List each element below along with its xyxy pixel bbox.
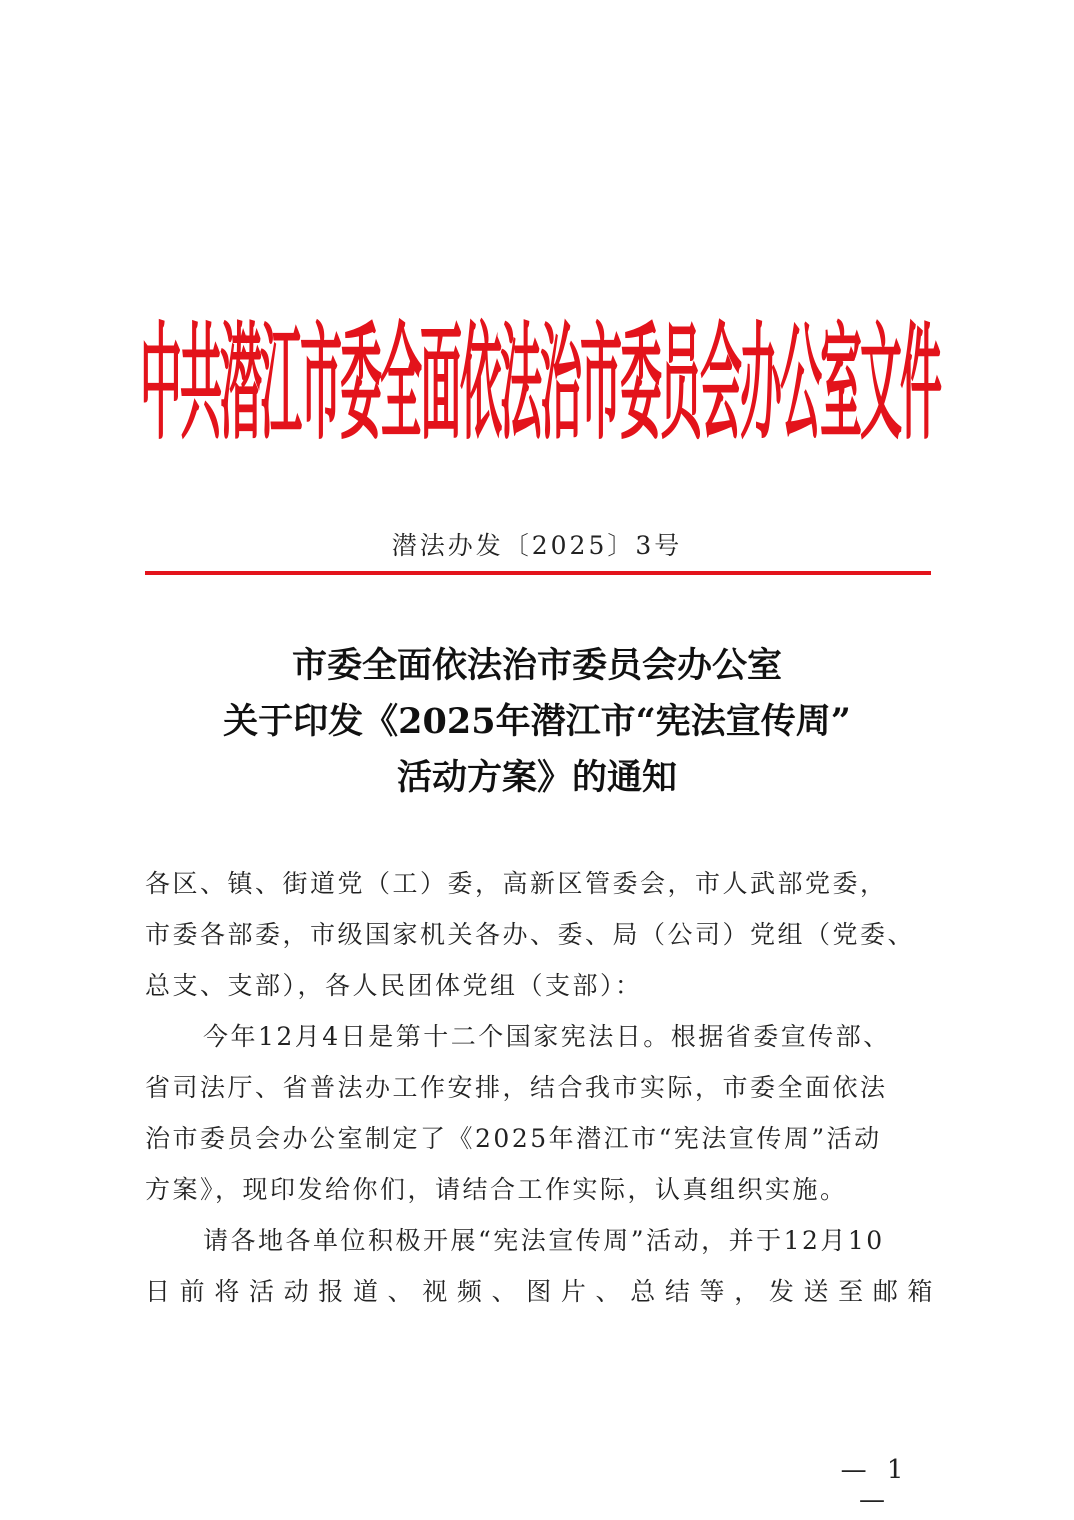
paragraph-2-line-1: 请各地各单位积极开展“宪法宣传周”活动，并于12月10 bbox=[203, 1226, 885, 1255]
paragraph-1-line-2: 省司法厅、省普法办工作安排，结合我市实际，市委全面依法 bbox=[145, 1073, 888, 1102]
notice-title bbox=[120, 638, 954, 806]
notice-title-line-3: 活动方案》的通知 bbox=[396, 757, 677, 798]
recipients-line-2: 市委各部委，市级国家机关各办、委、局（公司）党组（党委、 bbox=[145, 920, 916, 949]
document-header-title: 中共潜江市委全面依法治市委员会办公室文件 bbox=[140, 310, 941, 457]
header-red-divider bbox=[145, 571, 931, 575]
paragraph-1-line-4: 方案》，现印发给你们，请结合工作实际，认真组织实施。 bbox=[145, 1175, 848, 1204]
document-number: 潜法办发〔2025〕3号 bbox=[391, 531, 683, 560]
recipients-line-3: 总支、支部），各人民团体党组（支部）： bbox=[145, 971, 643, 1000]
paragraph-1-line-1: 今年12月4日是第十二个国家宪法日。根据省委宣传部、 bbox=[203, 1022, 891, 1051]
page-number: — 1 — bbox=[840, 1455, 910, 1515]
notice-title-line-1: 市委全面依法治市委员会办公室 bbox=[291, 645, 782, 686]
recipients-line-1: 各区、镇、街道党（工）委，高新区管委会，市人武部党委， bbox=[145, 869, 888, 898]
notice-title-line-2: 关于印发《2025年潜江市“宪法宣传周” bbox=[223, 701, 851, 742]
paragraph-1-line-3: 治市委员会办公室制定了《2025年潜江市“宪法宣传周”活动 bbox=[145, 1124, 882, 1153]
paragraph-2-line-2: 日前将活动报道、视频、图片、总结等，发送至邮箱 bbox=[145, 1277, 935, 1306]
notice-body bbox=[145, 858, 935, 1317]
